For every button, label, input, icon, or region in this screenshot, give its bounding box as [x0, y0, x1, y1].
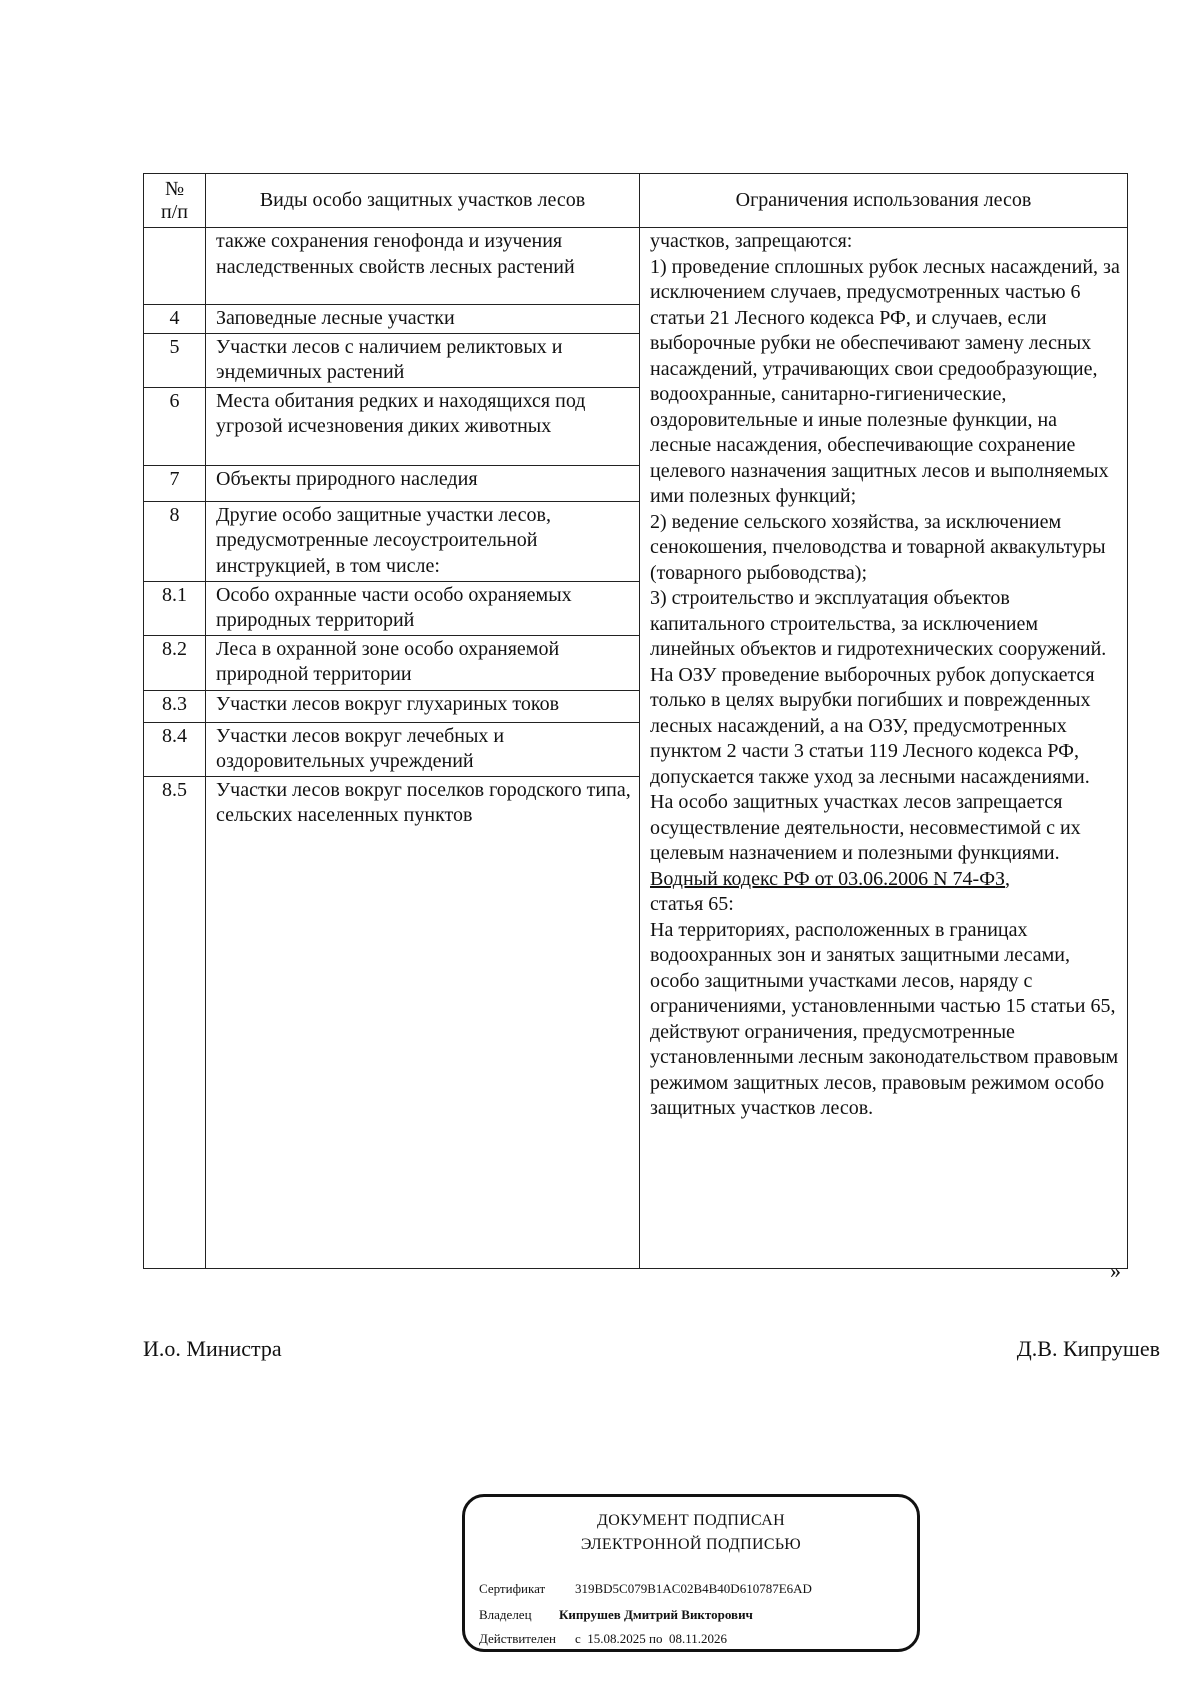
stamp-title [465, 1509, 917, 1557]
row-number: 5 [144, 333, 206, 387]
row-kind: Леса в охранной зоне особо охраняемой природной территории [206, 635, 640, 690]
water-code-link[interactable]: Водный кодекс РФ от 03.06.2006 N 74-ФЗ [650, 867, 1006, 890]
row-number: 8.4 [144, 722, 206, 776]
stamp-owner-value: Кипрушев Дмитрий Викторович [559, 1607, 753, 1622]
row-number: 8 [144, 501, 206, 581]
stamp-valid-value: с 15.08.2025 по 08.11.2026 [575, 1631, 727, 1646]
row-number: 7 [144, 465, 206, 501]
stamp-title-line1: ДОКУМЕНТ ПОДПИСАН [597, 1512, 785, 1529]
limits-p3: 2) ведение сельского хозяйства, за исключением сенокошения, пчеловодства и товарной аквакультуры (товарного рыбоводства); [650, 510, 1106, 584]
limits-p7 [650, 867, 1122, 893]
row-number: 8.2 [144, 635, 206, 690]
row-kind: Места обитания редких и находящихся под угрозой исчезновения диких животных [206, 387, 640, 465]
filler-cell [144, 856, 206, 1268]
stamp-owner-label: Владелец [479, 1607, 532, 1622]
row-kind: Участки лесов вокруг лечебных и оздоровительных учреждений [206, 722, 640, 776]
header-forest-kind: Виды особо защитных участков лесов [206, 174, 640, 228]
restrictions-table [143, 173, 1128, 1269]
row-kind: также сохранения генофонда и изучения наследственных свойств лесных растений [206, 228, 640, 305]
limits-p1: участков, запрещаются: [650, 230, 853, 252]
row-kind: Заповедные лесные участки [206, 305, 640, 334]
header-limits: Ограничения использования лесов [640, 174, 1128, 228]
stamp-cert-label: Сертификат [479, 1581, 546, 1596]
filler-cell [206, 856, 640, 1268]
row-kind: Другие особо защитные участки лесов, предусмотренные лесоустроительной инструкцией, в том числе: [206, 501, 640, 581]
signatory-name: Д.В. Кипрушев [1016, 1336, 1160, 1361]
signatory-position: И.о. Министра [143, 1336, 282, 1361]
stamp-validity [479, 1631, 727, 1647]
row-kind: Участки лесов вокруг глухариных токов [206, 690, 640, 722]
limits-cell [640, 228, 1128, 1269]
limits-p4: 3) строительство и эксплуатация объектов капитального строительства, за исключением линейных объектов и гидротехнических сооружений. [650, 587, 1107, 660]
limits-p9: На территориях, расположенных в границах водоохранных зон и занятых защитными лесами, особо защитными участками лесов, наряду с ограничениями, установленными частью 15 статьи 65, действуют ограничения, предусмотренные установленными лесным законодательством правовым режимом защитных лесов, правовым режимом особо защитных участков лесов. [650, 918, 1119, 1119]
row-kind: Объекты природного наследия [206, 465, 640, 501]
stamp-certificate [479, 1581, 812, 1597]
row-kind: Участки лесов с наличием реликтовых и эндемичных растений [206, 333, 640, 387]
table-row [144, 228, 1128, 305]
stamp-valid-label: Действителен [479, 1631, 556, 1646]
table-header-row [144, 174, 1128, 228]
limits-p7-rest: , [1005, 867, 1011, 890]
limits-p5: На ОЗУ проведение выборочных рубок допускается только в целях вырубки погибших и поврежденных лесных насаждений, а на ОЗУ, предусмотренных пунктом 2 части 3 статьи 119 Лесного кодекса РФ, допускается также уход за лесными насаждениями. [650, 663, 1095, 788]
header-number [144, 174, 206, 228]
row-kind: Участки лесов вокруг поселков городского типа, сельских населенных пунктов [206, 776, 640, 856]
row-number: 8.3 [144, 690, 206, 722]
limits-p8: статья 65: [650, 893, 734, 915]
header-number-abbr: п/п [161, 200, 188, 223]
row-number: 8.1 [144, 581, 206, 635]
limits-p2: 1) проведение сплошных рубок лесных насаждений, за исключением случаев, предусмотренных частью 6 статьи 21 Лесного кодекса РФ, и случаев, если выборочные рубки не обеспечивают замену лесных насаждений, утрачивающих свои средообразующие, водоохранные, санитарно-гигиенические, оздоровительные и иные полезные функции, на лесные насаждения, обеспечивающие сохранение целевого назначения защитных лесов и выполняемых ими полезных функций; [650, 255, 1120, 507]
row-number [144, 228, 206, 305]
row-number: 8.5 [144, 776, 206, 856]
row-number: 6 [144, 387, 206, 465]
stamp-cert-value: 319BD5C079B1AC02B4B40D610787E6AD [575, 1581, 812, 1596]
row-number: 4 [144, 305, 206, 334]
closing-quote: » [1110, 1258, 1121, 1283]
header-number-symbol: № [164, 177, 185, 200]
limits-p6: На особо защитных участках лесов запрещается осуществление деятельности, несовместимой с их целевым назначением и полезными функциями. [650, 791, 1081, 864]
stamp-owner [479, 1607, 753, 1623]
e-signature-stamp [462, 1494, 920, 1652]
row-kind: Особо охранные части особо охраняемых природных территорий [206, 581, 640, 635]
stamp-title-line2: ЭЛЕКТРОННОЙ ПОДПИСЬЮ [580, 1536, 802, 1553]
